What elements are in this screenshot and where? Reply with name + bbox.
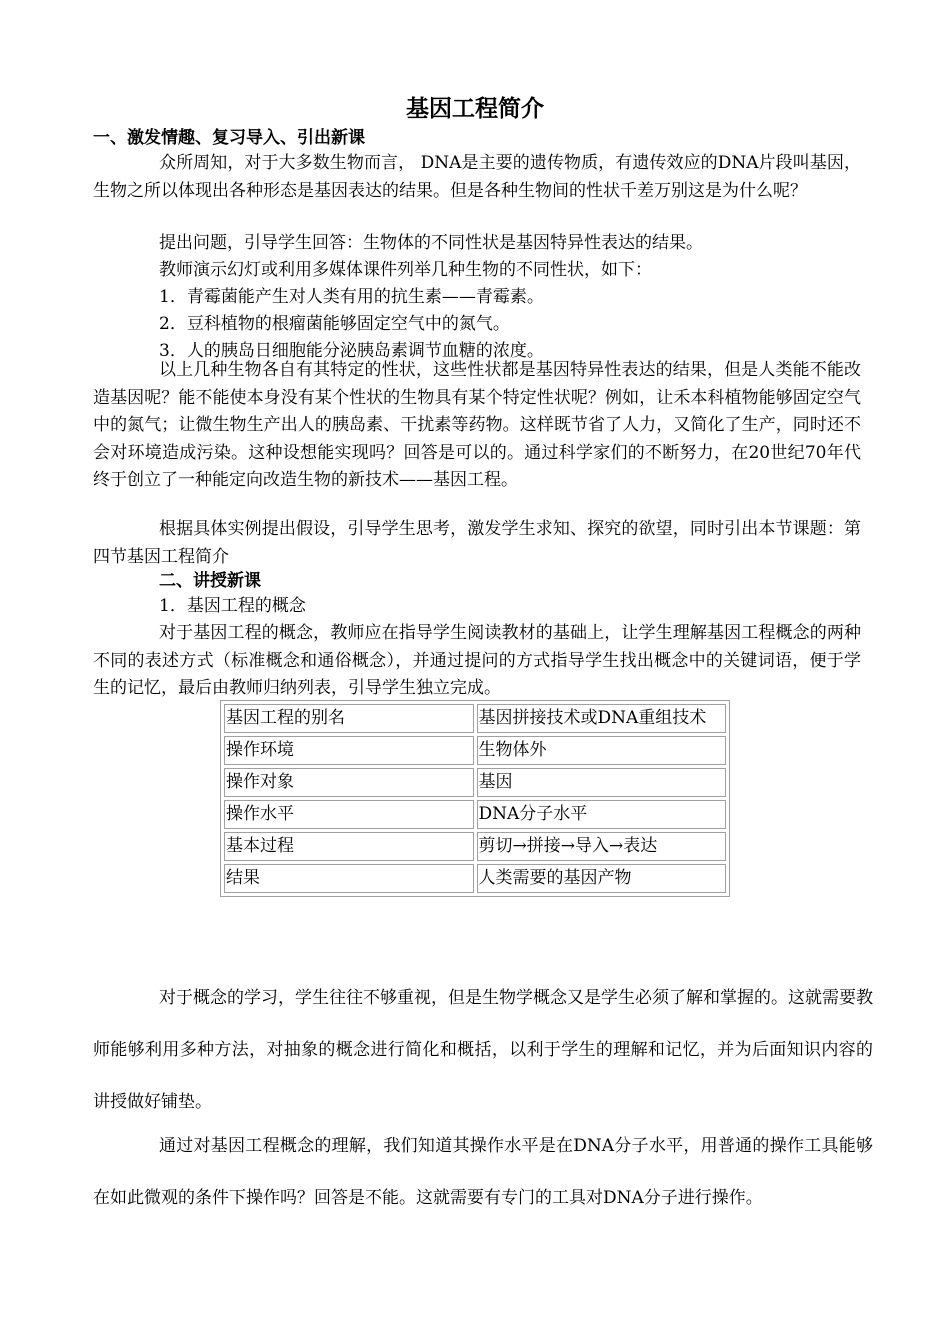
table-row	[224, 832, 726, 861]
table-cell-value: 人类需要的基因产物	[477, 864, 727, 893]
section1-heading: 一、激发情趣、复习导入、引出新课	[93, 128, 365, 148]
page-title: 基因工程简介	[406, 96, 544, 122]
reflection-paragraph: 对于概念的学习，学生往往不够重视，但是生物学概念又是学生必须了解和掌握的。这就需要教师能够利用多种方法，对抽象的概念进行简化和概括，以利于学生的理解和记忆，并为后面知识内容的讲授做好铺垫。	[93, 988, 873, 1112]
table-cell-label: 操作环境	[224, 736, 474, 765]
table-cell-value: 基因拼接技术或DNA重组技术	[477, 704, 727, 733]
table-cell-label: 结果	[224, 864, 474, 893]
after-table-block-1	[93, 972, 873, 1128]
section2-heading: 二、讲授新课	[159, 571, 261, 591]
table-cell-value: 剪切→拼接→导入→表达	[477, 832, 727, 861]
table-row	[224, 768, 726, 797]
after-table-block-2	[93, 1120, 873, 1224]
subsection-title: 1．基因工程的概念	[159, 596, 306, 616]
table-cell-value: 基因	[477, 768, 727, 797]
discussion-paragraph: 以上几种生物各自有其特定的性状，这些性状都是基因特异性表达的结果，但是人类能不能改造基因呢？能不能使本身没有某个性状的生物具有某个特定性状呢？例如，让禾本科植物能够固定空气中的氮气；让微生物生产出人的胰岛素、干扰素等药物。这样既节省了人力，又简化了生产，同时还不会对环境造成污染。这种设想能实现吗？回答是可以的。通过科学家们的不断努力，在20世纪70年代终于创立了一种能定向改造生物的新技术——基因工程。	[93, 360, 861, 490]
demo-paragraph: 教师演示幻灯或利用多媒体课件列举几种生物的不同性状，如下：	[159, 260, 652, 280]
table-cell-label: 基本过程	[224, 832, 474, 861]
list-item: 1．青霉菌能产生对人类有用的抗生素——青霉素。	[159, 287, 544, 307]
lead-block	[93, 516, 861, 571]
tools-paragraph: 通过对基因工程概念的理解，我们知道其操作水平是在DNA分子水平，用普通的操作工具能够在如此微观的条件下操作吗？回答是不能。这就需要有专门的工具对DNA分子进行操作。	[93, 1136, 873, 1208]
table-cell-label: 基因工程的别名	[224, 704, 474, 733]
concept-paragraph: 对于基因工程的概念，教师应在指导学生阅读教材的基础上，让学生理解基因工程概念的两种不同的表述方式（标准概念和通俗概念），并通过提问的方式指导学生找出概念中的关键词语，便于学生的记忆，最后由教师归纳列表，引导学生独立完成。	[93, 623, 861, 698]
table-row	[224, 704, 726, 733]
concept-block	[93, 620, 861, 703]
table-cell-value: DNA分子水平	[477, 800, 727, 829]
discussion-block	[93, 357, 861, 495]
table-cell-label: 操作水平	[224, 800, 474, 829]
table-row	[224, 800, 726, 829]
table-row	[224, 736, 726, 765]
lead-paragraph: 根据具体实例提出假设，引导学生思考，激发学生求知、探究的欲望，同时引出本节课题：第四节基因工程简介	[93, 519, 861, 567]
list-item: 2．豆科植物的根瘤菌能够固定空气中的氮气。	[159, 314, 510, 334]
intro-paragraph: 众所周知，对于大多数生物而言， DNA是主要的遗传物质，有遗传效应的DNA片段叫基因，生物之所以体现出各种形态是基因表达的结果。但是各种生物间的性状千差万别这是为什么呢？	[93, 153, 861, 201]
question-paragraph: 提出问题，引导学生回答：生物体的不同性状是基因特异性表达的结果。	[159, 233, 703, 253]
table-cell-label: 操作对象	[224, 768, 474, 797]
section1-intro-block	[93, 150, 861, 205]
list-item: 3．人的胰岛日细胞能分泌胰岛素调节血糖的浓度。	[159, 341, 544, 361]
table-row	[224, 864, 726, 893]
concept-table	[220, 700, 730, 897]
table-cell-value: 生物体外	[477, 736, 727, 765]
